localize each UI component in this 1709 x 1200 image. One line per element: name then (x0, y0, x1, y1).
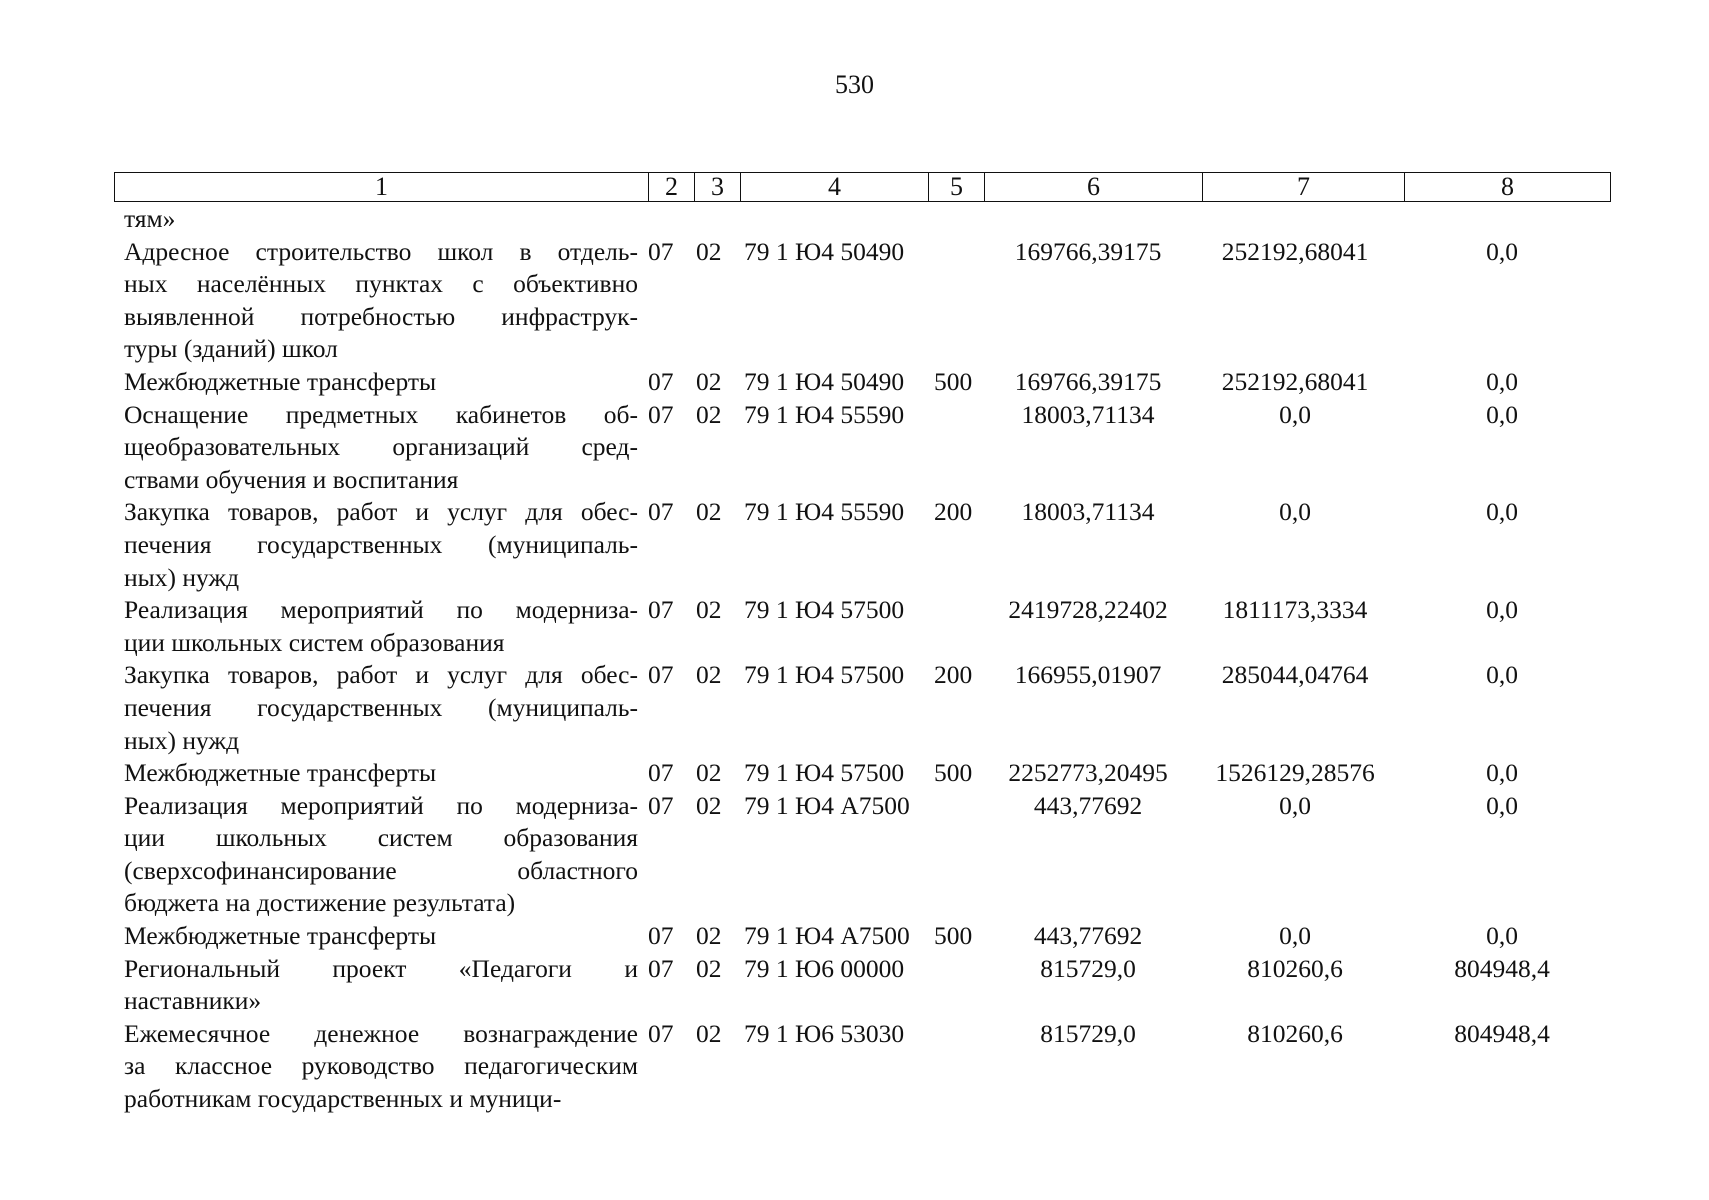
page-number: 530 (835, 70, 874, 99)
section-code (638, 203, 692, 236)
target-item-code: 79 1 Ю6 00000 (744, 953, 905, 983)
amount-col-6: 166955,01907 (1014, 660, 1162, 690)
section-code: 07 (648, 790, 674, 820)
description-line: Межбюджетные трансферты (124, 366, 437, 396)
description-line: Региональный проект «Педагоги и (124, 953, 638, 983)
expense-type-code (934, 399, 988, 497)
subsection-code (692, 203, 740, 236)
amount-col-6: 815729,0 (1040, 953, 1136, 983)
description-line: выявленной потребностью инфраструк- (124, 301, 638, 331)
amount-col-8: 0,0 (1486, 595, 1518, 625)
header-col-4: 4 (741, 173, 929, 201)
description-line: бюджета на достижение результата) (124, 888, 516, 918)
header-col-6: 6 (985, 173, 1203, 201)
amount-col-8 (1402, 203, 1602, 236)
amount-col-7: 810260,6 (1247, 953, 1343, 983)
section-code: 07 (648, 595, 674, 625)
subsection-code: 02 (696, 595, 722, 625)
expense-type-code (934, 203, 988, 236)
target-item-code (740, 203, 934, 236)
amount-col-8: 0,0 (1486, 236, 1518, 266)
row-description (124, 203, 638, 236)
target-item-code: 79 1 Ю4 50490 (744, 236, 905, 266)
amount-col-6: 2252773,20495 (1008, 758, 1168, 788)
amount-col-7: 285044,04764 (1221, 660, 1369, 690)
header-col-5: 5 (929, 173, 985, 201)
amount-col-6: 169766,39175 (1014, 236, 1162, 266)
target-item-code: 79 1 Ю6 53030 (744, 1018, 905, 1048)
target-item-code: 79 1 Ю4 50490 (744, 366, 905, 396)
amount-col-7: 0,0 (1279, 921, 1311, 951)
table-body (124, 203, 1614, 1116)
expense-type-code: 200 (934, 660, 973, 690)
amount-col-8: 0,0 (1486, 758, 1518, 788)
table-row (124, 790, 1614, 920)
amount-col-6: 18003,71134 (1021, 497, 1155, 527)
description-line: ных) нужд (124, 725, 240, 755)
description-line: Межбюджетные трансферты (124, 758, 437, 788)
description-line: (сверхсофинансирование областного (124, 855, 638, 885)
table-row (124, 236, 1614, 366)
description-line: тям» (124, 204, 176, 233)
table-row (124, 399, 1614, 497)
amount-col-6: 443,77692 (1033, 790, 1143, 820)
table-row (124, 594, 1614, 659)
row-description (124, 920, 638, 953)
description-line: Оснащение предметных кабинетов об- (124, 399, 638, 429)
description-line: печения государственных (муниципаль- (124, 692, 638, 722)
amount-col-6: 443,77692 (1033, 921, 1143, 951)
table-row (124, 920, 1614, 953)
expense-type-code (934, 594, 988, 659)
subsection-code: 02 (696, 236, 722, 266)
description-line: Адресное строительство школ в отдель- (124, 236, 638, 266)
table-row (124, 757, 1614, 790)
description-line: ции школьных систем образования (124, 627, 505, 657)
row-description (124, 659, 638, 757)
subsection-code: 02 (696, 758, 722, 788)
amount-col-7: 1526129,28576 (1215, 758, 1375, 788)
header-col-8: 8 (1501, 172, 1514, 201)
description-line: Закупка товаров, работ и услуг для обес- (124, 660, 638, 690)
table-row (124, 366, 1614, 399)
amount-col-8: 804948,4 (1454, 953, 1550, 983)
amount-col-8: 804948,4 (1454, 1018, 1550, 1048)
description-line: наставники» (124, 986, 262, 1016)
expense-type-code: 500 (934, 366, 973, 396)
amount-col-6: 2419728,22402 (1008, 595, 1168, 625)
amount-col-7: 0,0 (1279, 790, 1311, 820)
expense-type-code (934, 953, 988, 1018)
section-code: 07 (648, 1018, 674, 1048)
expense-type-code: 500 (934, 921, 973, 951)
subsection-code: 02 (696, 1018, 722, 1048)
amount-col-8: 0,0 (1486, 660, 1518, 690)
section-code: 07 (648, 497, 674, 527)
description-line: ных населённых пунктах с объективно (124, 269, 638, 299)
row-description (124, 790, 638, 920)
description-line: Реализация мероприятий по модерниза- (124, 790, 638, 820)
table-row (124, 203, 1614, 236)
description-line: туры (зданий) школ (124, 334, 338, 364)
amount-col-7: 810260,6 (1247, 1018, 1343, 1048)
table-row (124, 659, 1614, 757)
subsection-code: 02 (696, 790, 722, 820)
subsection-code: 02 (696, 660, 722, 690)
amount-col-6: 815729,0 (1040, 1018, 1136, 1048)
subsection-code: 02 (696, 953, 722, 983)
description-line: за классное руководство педагогическим (124, 1051, 638, 1081)
amount-col-7: 1811173,3334 (1222, 595, 1368, 625)
subsection-code: 02 (696, 366, 722, 396)
target-item-code: 79 1 Ю4 57500 (744, 758, 905, 788)
section-code: 07 (648, 921, 674, 951)
section-code: 07 (648, 399, 674, 429)
target-item-code: 79 1 Ю4 55590 (744, 497, 905, 527)
table-header (114, 172, 1611, 202)
row-description (124, 953, 638, 1018)
row-description (124, 236, 638, 366)
section-code: 07 (648, 366, 674, 396)
target-item-code: 79 1 Ю4 А7500 (744, 790, 910, 820)
header-col-7: 7 (1203, 173, 1405, 201)
subsection-code: 02 (696, 921, 722, 951)
amount-col-7: 0,0 (1279, 497, 1311, 527)
section-code: 07 (648, 953, 674, 983)
table-row (124, 953, 1614, 1018)
section-code: 07 (648, 758, 674, 788)
section-code: 07 (648, 236, 674, 266)
amount-col-7: 0,0 (1279, 399, 1311, 429)
target-item-code: 79 1 Ю4 55590 (744, 399, 905, 429)
amount-col-8: 0,0 (1486, 399, 1518, 429)
amount-col-8: 0,0 (1486, 921, 1518, 951)
header-col-3: 3 (695, 173, 741, 201)
amount-col-7: 252192,68041 (1221, 366, 1369, 396)
expense-type-code: 500 (934, 758, 973, 788)
row-description (124, 496, 638, 594)
row-description (124, 594, 638, 659)
expense-type-code (934, 1018, 988, 1116)
amount-col-7 (1188, 203, 1402, 236)
description-line: Межбюджетные трансферты (124, 921, 437, 951)
description-line: щеобразовательных организаций сред- (124, 432, 638, 462)
expense-type-code: 200 (934, 497, 973, 527)
row-description (124, 366, 638, 399)
description-line: ции школьных систем образования (124, 823, 638, 853)
target-item-code: 79 1 Ю4 А7500 (744, 921, 910, 951)
description-line: ствами обучения и воспитания (124, 464, 459, 494)
subsection-code: 02 (696, 497, 722, 527)
target-item-code: 79 1 Ю4 57500 (744, 660, 905, 690)
row-description (124, 1018, 638, 1116)
expense-type-code (934, 236, 988, 366)
description-line: ных) нужд (124, 562, 240, 592)
amount-col-7: 252192,68041 (1221, 236, 1369, 266)
description-line: Закупка товаров, работ и услуг для обес- (124, 497, 638, 527)
expense-type-code (934, 790, 988, 920)
description-line: Реализация мероприятий по модерниза- (124, 595, 638, 625)
target-item-code: 79 1 Ю4 57500 (744, 595, 905, 625)
amount-col-6 (988, 203, 1188, 236)
section-code: 07 (648, 660, 674, 690)
row-description (124, 399, 638, 497)
description-line: работникам государственных и муници- (124, 1084, 562, 1114)
description-line: печения государственных (муниципаль- (124, 529, 638, 559)
header-col-1: 1 (115, 173, 649, 201)
subsection-code: 02 (696, 399, 722, 429)
table-row (124, 1018, 1614, 1116)
description-line: Ежемесячное денежное вознаграждение (124, 1018, 638, 1048)
header-col-2: 2 (649, 173, 695, 201)
amount-col-8: 0,0 (1486, 366, 1518, 396)
row-description (124, 757, 638, 790)
table-row (124, 496, 1614, 594)
amount-col-6: 169766,39175 (1014, 366, 1162, 396)
amount-col-6: 18003,71134 (1021, 399, 1155, 429)
amount-col-8: 0,0 (1486, 790, 1518, 820)
amount-col-8: 0,0 (1486, 497, 1518, 527)
